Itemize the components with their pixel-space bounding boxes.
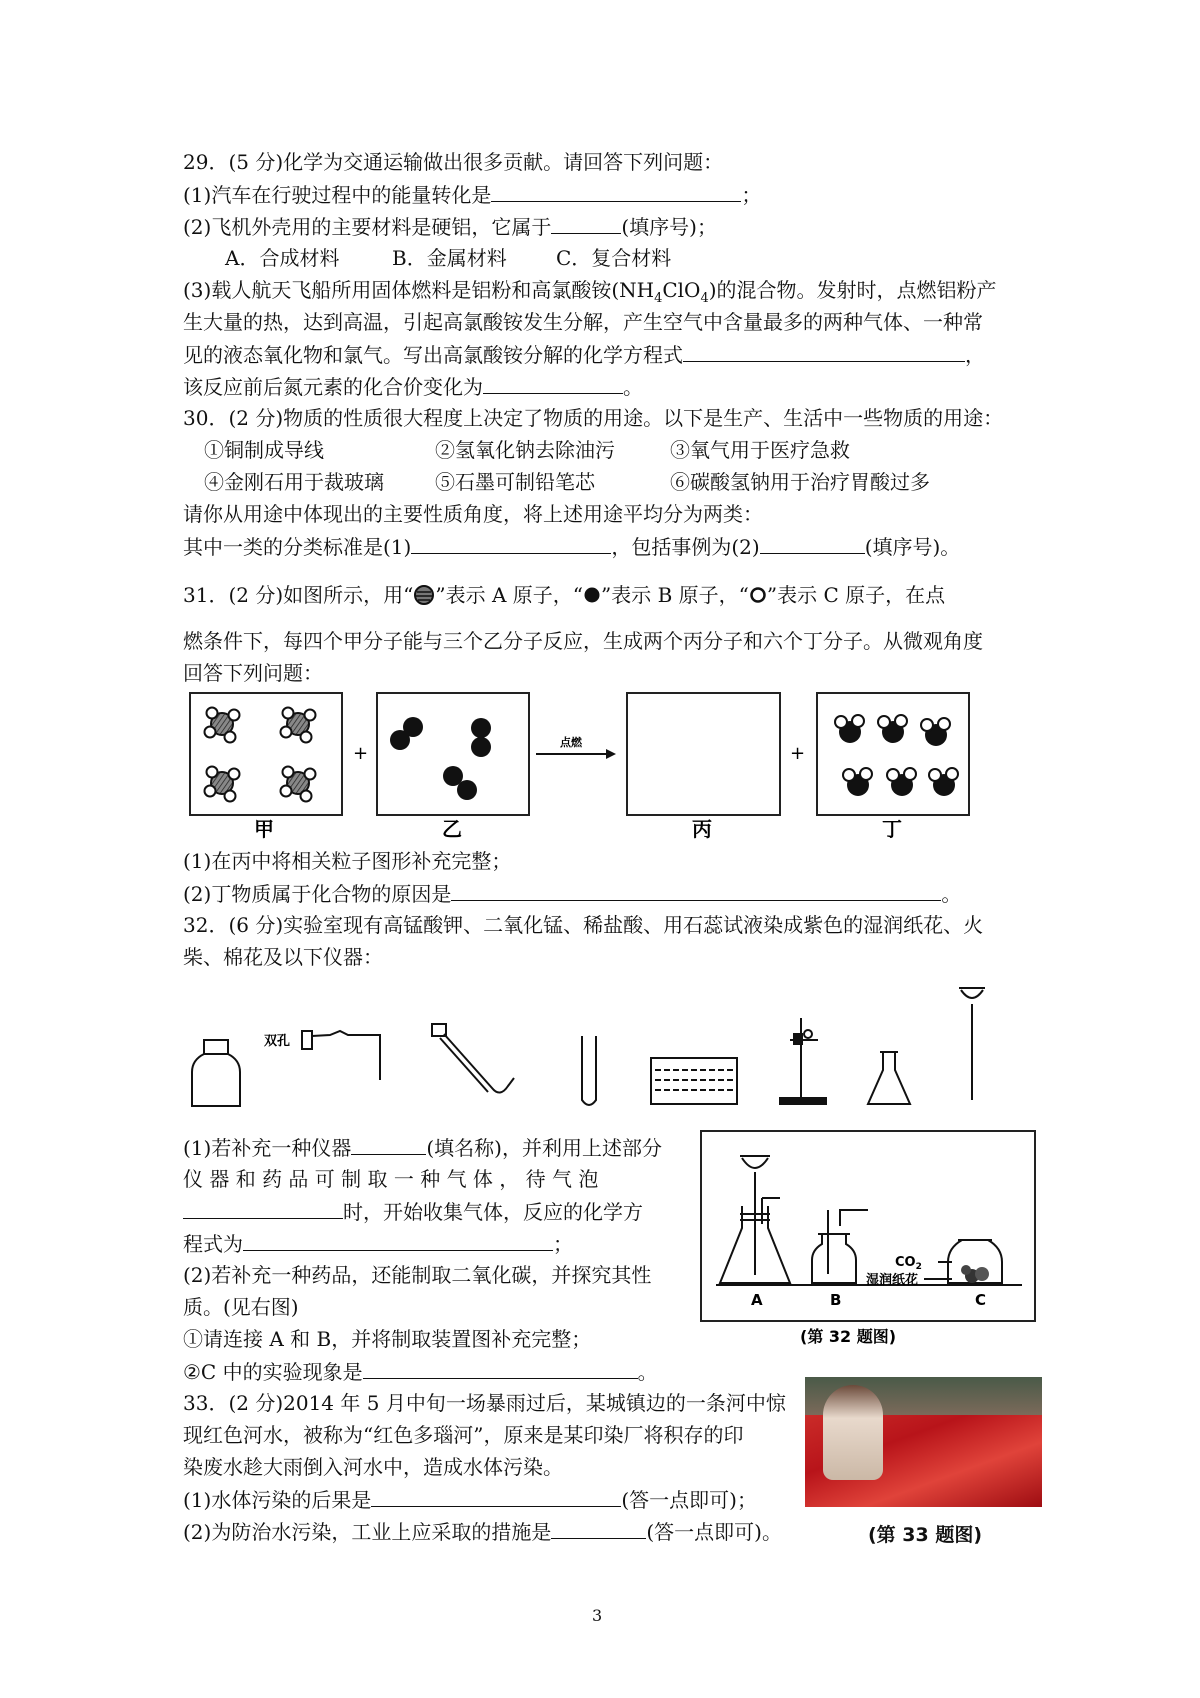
q29-option-b: B．金属材料 xyxy=(392,246,507,270)
q32-part1-line1: (1)若补充一种仪器 (填名称)，并利用上述部分 xyxy=(183,1136,662,1160)
q33-line2: 现红色河水，被称为“红色多瑙河”，原来是某印染厂将积存的印 xyxy=(183,1423,744,1447)
q29-option-a: A．合成材料 xyxy=(225,246,340,270)
q30-use-4: ④金刚石用于裁玻璃 xyxy=(204,470,384,494)
q32-figure-caption: (第 32 题图) xyxy=(800,1327,897,1346)
red-river-photo xyxy=(805,1377,1042,1507)
q29-part3-line3: 见的液态氧化物和氯气。写出高氯酸铵分解的化学方程式 ， xyxy=(183,343,985,367)
q30-use-2: ②氢氧化钠去除油污 xyxy=(435,438,615,462)
q32-part1-line3: 时，开始收集气体，反应的化学方 xyxy=(183,1198,643,1225)
q30-title: 30．(2 分)物质的性质很大程度上决定了物质的用途。以下是生产、生活中一些物质的用途： xyxy=(183,406,1004,430)
person-figure xyxy=(823,1385,883,1480)
label-bing: 丙 xyxy=(692,817,712,841)
apparatus-c xyxy=(924,1240,1002,1283)
label-jia: 甲 xyxy=(254,817,274,841)
q32-line1: 32．(6 分)实验室现有高锰酸钾、二氧化锰、稀盐酸、用石蕊试液染成紫色的湿润纸花、火 xyxy=(183,913,984,937)
answer-blank[interactable] xyxy=(371,1486,621,1507)
q30-use-3: ③氧气用于医疗急救 xyxy=(670,438,850,462)
q31-part2: (2)丁物质属于化合物的原因是 。 xyxy=(183,882,962,906)
q33-part2: (2)为防治水污染，工业上应采取的措施是 (答一点即可)。 xyxy=(183,1520,782,1544)
label-yi: 乙 xyxy=(442,817,462,841)
apparatus-b xyxy=(812,1210,868,1283)
label-ding: 丁 xyxy=(882,817,902,841)
q32-part1-line4: 程式为 ； xyxy=(183,1232,573,1256)
answer-blank[interactable] xyxy=(551,1518,646,1539)
q32-part2-line1: (2)若补充一种药品，还能制取二氧化碳，并探究其性 xyxy=(183,1263,652,1287)
apparatus-a xyxy=(720,1156,790,1283)
fig-label-a: A xyxy=(751,1291,763,1309)
q31-line1: 31．(2 分)如图所示，用“ ”表示 A 原子，“ ”表示 B 原子，“ ”表示 C 原子，在点 xyxy=(183,583,946,607)
plus-sign: + xyxy=(790,743,806,764)
q31-part1: (1)在丙中将相关粒子图形补充完整； xyxy=(183,849,512,873)
q29-part2: (2)飞机外壳用的主要材料是硬铝，它属于 (填序号)； xyxy=(183,215,717,239)
q29-title: 29．(5 分)化学为交通运输做出很多贡献。请回答下列问题： xyxy=(183,150,724,174)
answer-blank[interactable] xyxy=(363,1358,638,1379)
stopper-label: 双孔 xyxy=(264,1034,291,1049)
co2-label: $CO_2$ xyxy=(895,1255,922,1272)
q30-use-5: ⑤石墨可制铅笔芯 xyxy=(435,470,595,494)
q29-part3-line2: 生大量的热，达到高温，引起高氯酸铵发生分解，产生空气中含量最多的两种气体、一种常 xyxy=(183,310,983,334)
q31-line3: 回答下列问题： xyxy=(183,661,323,685)
fig-label-b: B xyxy=(830,1291,842,1309)
q30-line2: 其中一类的分类标准是(1) ，包括事例为(2) (填序号)。 xyxy=(183,535,961,559)
flower-label: 湿润纸花 xyxy=(866,1273,919,1288)
q32-part2-line4: ②C 中的实验现象是 。 xyxy=(183,1360,658,1384)
arrow-condition: 点燃 xyxy=(560,736,582,749)
fig-label-c: C xyxy=(975,1291,987,1309)
q33-line1: 33．(2 分)2014 年 5 月中旬一场暴雨过后，某城镇边的一条河中惊 xyxy=(183,1391,786,1415)
q32-part1-line2: 仪 器 和 药 品 可 制 取 一 种 气 体 ， 待 气 泡 xyxy=(183,1167,599,1191)
q30-use-1: ①铜制成导线 xyxy=(204,438,324,462)
page-number: 3 xyxy=(592,1606,603,1625)
q30-line1: 请你从用途中体现出的主要性质角度，将上述用途平均分为两类： xyxy=(183,502,763,526)
q30-use-6: ⑥碳酸氢钠用于治疗胃酸过多 xyxy=(670,470,930,494)
wet-paper-flower-icon xyxy=(961,1265,989,1283)
q29-part3-line1: (3)载人航天飞船所用固体燃料是铝粉和高氯酸铵$(NH_4ClO_4)$的混合物。发射时，点燃铝粉产 xyxy=(183,278,997,306)
q29-option-c: C．复合材料 xyxy=(556,246,672,270)
q31-line2: 燃条件下，每四个甲分子能与三个乙分子反应，生成两个丙分子和六个丁分子。从微观角度 xyxy=(183,629,983,653)
q32-part2-line3: ①请连接 A 和 B，并将制取装置图补充完整； xyxy=(183,1327,592,1351)
q32-part2-line2: 质。(见右图) xyxy=(183,1295,299,1319)
q29-part3-line4: 该反应前后氮元素的化合价变化为 。 xyxy=(183,375,643,399)
plus-sign: + xyxy=(353,743,369,764)
q32-line2: 柴、棉花及以下仪器： xyxy=(183,945,383,969)
q33-figure-caption: (第 33 题图) xyxy=(868,1524,983,1546)
q29-part1: (1)汽车在行驶过程中的能量转化是 ； xyxy=(183,183,762,207)
q33-part1: (1)水体污染的后果是 (答一点即可)； xyxy=(183,1488,757,1512)
q33-line3: 染废水趁大雨倒入河水中，造成水体污染。 xyxy=(183,1455,563,1479)
